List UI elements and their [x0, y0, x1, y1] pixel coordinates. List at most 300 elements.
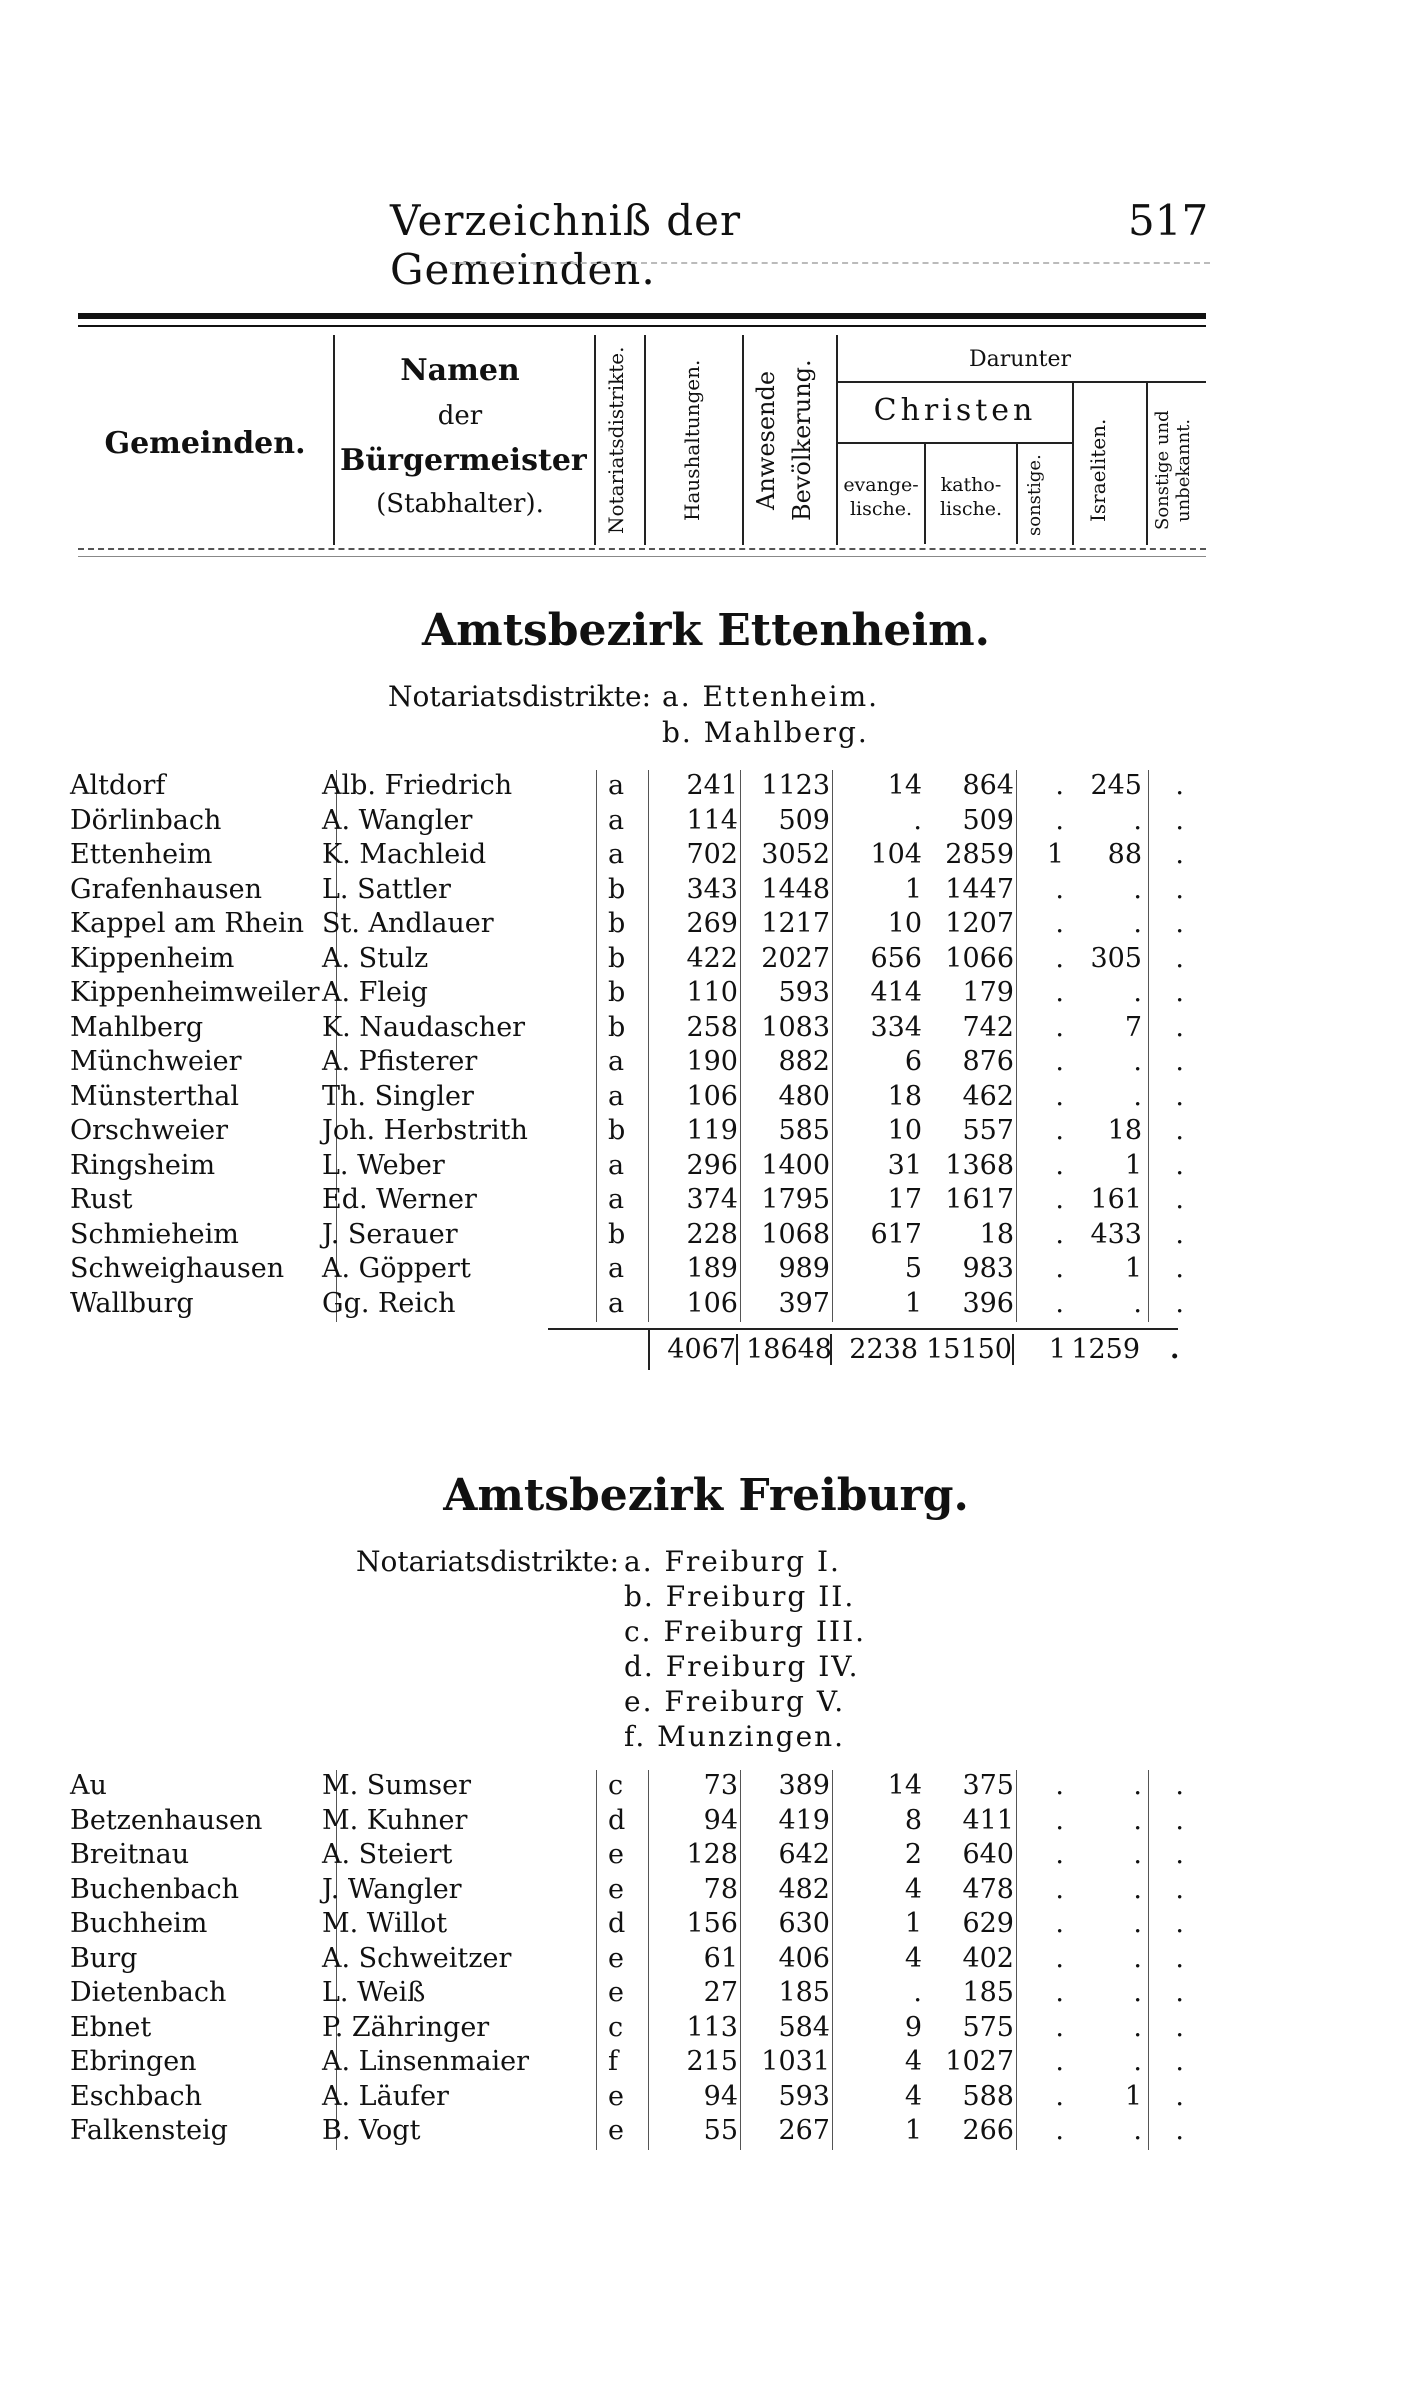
haushaltungen: 128 [686, 1839, 738, 1870]
notary-district: b [608, 1115, 626, 1146]
col-bevoelkerung-2: Bevölkerung. [788, 359, 816, 521]
table-top-rule-thin [78, 325, 1206, 327]
table-row [0, 874, 1412, 908]
col-israeliten: Israeliten. [1086, 418, 1110, 522]
katholische: 629 [962, 1908, 1014, 1939]
israeliten: . [1133, 1287, 1142, 1319]
col-darunter: Darunter [969, 347, 1071, 372]
sonstige-unbekannt: . [1175, 1080, 1184, 1112]
mayor-name: Joh. Herbstrith [322, 1115, 528, 1146]
israeliten: 18 [1107, 1115, 1142, 1146]
katholische: 1447 [945, 873, 1014, 905]
sonstige: . [1055, 1770, 1064, 1801]
israeliten: . [1133, 2115, 1142, 2146]
notary-district: b [608, 942, 626, 974]
col-names-1: Namen [400, 353, 520, 388]
evangelische: . [913, 804, 922, 836]
notary-district: a [608, 839, 625, 870]
col-katholische: katho-lische. [939, 474, 1003, 520]
col-sonstige-unbekannt: Sonstige und unbekannt. [1152, 410, 1194, 530]
evangelische: 14 [887, 1770, 922, 1801]
bevoelkerung: 1068 [761, 1218, 830, 1250]
notary-item: a. Freiburg I. [624, 1545, 841, 1578]
sonstige-unbekannt: . [1175, 1287, 1184, 1319]
mayor-name: A. Schweitzer [322, 1942, 512, 1974]
israeliten: 88 [1107, 839, 1142, 870]
bevoelkerung: 267 [778, 2115, 830, 2146]
bevoelkerung: 584 [778, 2011, 830, 2043]
katholische: 1207 [945, 908, 1014, 939]
bevoelkerung: 406 [778, 1942, 830, 1974]
evangelische: 1 [904, 1287, 922, 1319]
sonstige-unbekannt: . [1175, 1046, 1184, 1077]
mayor-name: M. Kuhner [322, 1804, 468, 1836]
col-names-3: Bürgermeister [340, 443, 587, 478]
gemeinde-name: Kippenheim [70, 942, 235, 974]
evangelische: 8 [904, 1804, 922, 1836]
haushaltungen: 215 [686, 2046, 738, 2077]
notary-district: c [608, 2011, 624, 2043]
haushaltungen: 106 [686, 1080, 738, 1112]
israeliten: . [1133, 1977, 1142, 2008]
sonstige: . [1055, 1011, 1064, 1043]
table-row [0, 2012, 1412, 2046]
israeliten: . [1133, 2046, 1142, 2077]
evangelische: 14 [887, 770, 922, 801]
katholische: 478 [962, 1873, 1014, 1905]
gemeinde-name: Au [70, 1770, 107, 1801]
gemeinde-name: Breitnau [70, 1839, 190, 1870]
page-title: Verzeichniß der Gemeinden. [390, 196, 742, 294]
notary-district: a [608, 1253, 625, 1284]
sonstige: . [1055, 1977, 1064, 2008]
sonstige-unbekannt: . [1175, 1770, 1184, 1801]
katholische: 18 [979, 1218, 1014, 1250]
col-names-4: (Stabhalter). [376, 489, 544, 519]
israeliten: 433 [1090, 1218, 1142, 1250]
israeliten: . [1133, 1080, 1142, 1112]
notary-district: a [608, 1046, 625, 1077]
evangelische: 414 [870, 977, 922, 1008]
bevoelkerung: 642 [778, 1839, 830, 1870]
sonstige: . [1055, 804, 1064, 836]
bevoelkerung: 185 [778, 1977, 830, 2008]
mayor-name: L. Weber [322, 1149, 445, 1181]
sonstige: . [1055, 1046, 1064, 1077]
sonstige-unbekannt: . [1175, 873, 1184, 905]
evangelische: 334 [870, 1011, 922, 1043]
mayor-name: B. Vogt [322, 2115, 421, 2146]
notary-item: d. Freiburg IV. [624, 1650, 860, 1683]
sonstige: . [1055, 2011, 1064, 2043]
bevoelkerung: 1217 [761, 908, 830, 939]
haushaltungen: 78 [703, 1873, 738, 1905]
total-sonstige: 1 [1012, 1334, 1066, 1365]
haushaltungen: 258 [686, 1011, 738, 1043]
header-divider [450, 262, 1210, 264]
haushaltungen: 269 [686, 908, 738, 939]
evangelische: 4 [904, 1873, 922, 1905]
mayor-name: M. Willot [322, 1908, 448, 1939]
notary-district: e [608, 1873, 624, 1905]
table-row [0, 977, 1412, 1011]
total-sonstige-unbekannt: . [1170, 1334, 1180, 1365]
sonstige: . [1055, 1149, 1064, 1181]
evangelische: 2 [904, 1839, 922, 1870]
sonstige: . [1055, 1839, 1064, 1870]
sonstige-unbekannt: . [1175, 1873, 1184, 1905]
katholische: 557 [962, 1115, 1014, 1146]
katholische: 876 [962, 1046, 1014, 1077]
sonstige: . [1055, 1253, 1064, 1284]
sonstige: . [1055, 1080, 1064, 1112]
katholische: 396 [962, 1287, 1014, 1319]
gemeinde-name: Ringsheim [70, 1149, 216, 1181]
total-katholische: 15150 [926, 1334, 1012, 1365]
notary-district: a [608, 1080, 625, 1112]
gemeinde-name: Münchweier [70, 1046, 242, 1077]
sonstige-unbekannt: . [1175, 2115, 1184, 2146]
katholische: 1027 [945, 2046, 1014, 2077]
evangelische: 104 [870, 839, 922, 870]
gemeinde-name: Dörlinbach [70, 804, 222, 836]
notary-district: b [608, 908, 626, 939]
mayor-name: A. Fleig [322, 977, 428, 1008]
col-evangelische: evange-lische. [843, 474, 919, 520]
notary-district: d [608, 1804, 626, 1836]
katholische: 509 [962, 804, 1014, 836]
gemeinde-name: Schmieheim [70, 1218, 239, 1250]
evangelische: 4 [904, 2046, 922, 2077]
notary-district: b [608, 873, 626, 905]
notary-district: a [608, 804, 625, 836]
notary-label: Notariatsdistrikte: [356, 1545, 620, 1578]
table-row [0, 2081, 1412, 2115]
notary-district: c [608, 1770, 624, 1801]
gemeinde-name: Burg [70, 1942, 138, 1974]
sonstige-unbekannt: . [1175, 2080, 1184, 2112]
bevoelkerung: 397 [778, 1287, 830, 1319]
bevoelkerung: 593 [778, 977, 830, 1008]
sonstige: . [1055, 977, 1064, 1008]
table-row [0, 1874, 1412, 1908]
gemeinde-name: Ettenheim [70, 839, 213, 870]
sonstige-unbekannt: . [1175, 908, 1184, 939]
table-row [0, 805, 1412, 839]
katholische: 983 [962, 1253, 1014, 1284]
total-israeliten: 1259 [1071, 1334, 1140, 1365]
katholische: 1368 [945, 1149, 1014, 1181]
mayor-name: Alb. Friedrich [322, 770, 513, 801]
israeliten: . [1133, 908, 1142, 939]
gemeinde-name: Rust [70, 1184, 133, 1215]
evangelische: 4 [904, 2080, 922, 2112]
israeliten: 1 [1124, 1253, 1142, 1284]
israeliten: 305 [1090, 942, 1142, 974]
sonstige-unbekannt: . [1175, 1839, 1184, 1870]
gemeinde-name: Kippenheimweiler [70, 977, 320, 1008]
col-names-2: der [437, 401, 483, 431]
notary-district: b [608, 977, 626, 1008]
sonstige-unbekannt: . [1175, 2046, 1184, 2077]
bevoelkerung: 1448 [761, 873, 830, 905]
haushaltungen: 241 [686, 770, 738, 801]
sonstige: . [1055, 2046, 1064, 2077]
mayor-name: A. Pfisterer [322, 1046, 478, 1077]
gemeinde-name: Ebringen [70, 2046, 197, 2077]
israeliten: . [1133, 873, 1142, 905]
haushaltungen: 55 [703, 2115, 738, 2146]
katholische: 1617 [945, 1184, 1014, 1215]
notary-label: Notariatsdistrikte: [388, 680, 652, 713]
evangelische: 5 [904, 1253, 922, 1284]
section-title: Amtsbezirk Freiburg. [443, 1470, 969, 1521]
gemeinde-name: Dietenbach [70, 1977, 227, 2008]
haushaltungen: 114 [686, 804, 738, 836]
notary-district: e [608, 1839, 624, 1870]
haushaltungen: 106 [686, 1287, 738, 1319]
sonstige-unbekannt: . [1175, 977, 1184, 1008]
mayor-name: L. Sattler [322, 873, 451, 905]
katholische: 411 [962, 1804, 1014, 1836]
sonstige: . [1055, 2080, 1064, 2112]
sonstige-unbekannt: . [1175, 770, 1184, 801]
katholische: 588 [962, 2080, 1014, 2112]
table-row [0, 839, 1412, 873]
sonstige: . [1055, 1908, 1064, 1939]
israeliten: 1 [1124, 2080, 1142, 2112]
mayor-name: A. Linsenmaier [322, 2046, 530, 2077]
col-notariat: Notariatsdistrikte. [604, 346, 628, 534]
katholische: 266 [962, 2115, 1014, 2146]
header-bottom-rule [78, 548, 1206, 550]
table-row [0, 1253, 1412, 1287]
table-row [0, 1012, 1412, 1046]
haushaltungen: 189 [686, 1253, 738, 1284]
table-row [0, 1081, 1412, 1115]
gemeinde-name: Grafenhausen [70, 873, 263, 905]
mayor-name: M. Sumser [322, 1770, 472, 1801]
gemeinde-name: Orschweier [70, 1115, 229, 1146]
bevoelkerung: 1123 [761, 770, 830, 801]
haushaltungen: 374 [686, 1184, 738, 1215]
notary-district: a [608, 1287, 625, 1319]
table-row [0, 1150, 1412, 1184]
table-row [0, 1839, 1412, 1873]
evangelische: 617 [870, 1218, 922, 1250]
gemeinde-name: Mahlberg [70, 1011, 204, 1043]
table-row [0, 1288, 1412, 1322]
mayor-name: Gg. Reich [322, 1287, 456, 1319]
katholische: 575 [962, 2011, 1014, 2043]
bevoelkerung: 3052 [761, 839, 830, 870]
notary-district: d [608, 1908, 626, 1939]
mayor-name: K. Naudascher [322, 1011, 526, 1043]
katholische: 1066 [945, 942, 1014, 974]
haushaltungen: 343 [686, 873, 738, 905]
haushaltungen: 27 [703, 1977, 738, 2008]
katholische: 179 [962, 977, 1014, 1008]
col-gemeinden: Gemeinden. [104, 426, 306, 461]
haushaltungen: 94 [703, 1804, 738, 1836]
israeliten: . [1133, 2011, 1142, 2043]
katholische: 185 [962, 1977, 1014, 2008]
gemeinde-name: Wallburg [70, 1287, 194, 1319]
israeliten: . [1133, 1046, 1142, 1077]
gemeinde-name: Buchheim [70, 1908, 208, 1939]
sonstige: . [1055, 1287, 1064, 1319]
israeliten: . [1133, 1942, 1142, 1974]
sonstige: . [1055, 1873, 1064, 1905]
katholische: 375 [962, 1770, 1014, 1801]
sonstige-unbekannt: . [1175, 942, 1184, 974]
notary-district: e [608, 2115, 624, 2146]
evangelische: 656 [870, 942, 922, 974]
haushaltungen: 94 [703, 2080, 738, 2112]
haushaltungen: 156 [686, 1908, 738, 1939]
sonstige-unbekannt: . [1175, 804, 1184, 836]
haushaltungen: 296 [686, 1149, 738, 1181]
total-evangelische: 2238 [830, 1334, 918, 1365]
mayor-name: P. Zähringer [322, 2011, 490, 2043]
notary-district: b [608, 1011, 626, 1043]
table-row [0, 2046, 1412, 2080]
israeliten: . [1133, 804, 1142, 836]
mayor-name: Ed. Werner [322, 1184, 477, 1215]
sonstige: . [1055, 908, 1064, 939]
notary-item: b. Mahlberg. [662, 716, 869, 749]
evangelische: 1 [904, 873, 922, 905]
table-row [0, 1805, 1412, 1839]
sonstige-unbekannt: . [1175, 1977, 1184, 2008]
sonstige-unbekannt: . [1175, 1908, 1184, 1939]
bevoelkerung: 482 [778, 1873, 830, 1905]
evangelische: 31 [887, 1149, 922, 1181]
israeliten: 1 [1124, 1149, 1142, 1181]
notary-item: c. Freiburg III. [624, 1615, 867, 1648]
gemeinde-name: Falkensteig [70, 2115, 228, 2146]
katholische: 742 [962, 1011, 1014, 1043]
sonstige-unbekannt: . [1175, 1115, 1184, 1146]
haushaltungen: 73 [703, 1770, 738, 1801]
mayor-name: K. Machleid [322, 839, 487, 870]
haushaltungen: 228 [686, 1218, 738, 1250]
evangelische: 1 [904, 1908, 922, 1939]
header-bottom-rule-2 [78, 556, 1206, 557]
haushaltungen: 110 [686, 977, 738, 1008]
col-sonstige: sonstige. [1024, 454, 1045, 536]
bevoelkerung: 509 [778, 804, 830, 836]
mayor-name: A. Göppert [322, 1253, 471, 1284]
col-haushaltungen: Haushaltungen. [680, 359, 704, 521]
bevoelkerung: 1083 [761, 1011, 830, 1043]
notary-item: b. Freiburg II. [624, 1580, 856, 1613]
notary-district: a [608, 1149, 625, 1181]
sonstige-unbekannt: . [1175, 1184, 1184, 1215]
table-row [0, 1770, 1412, 1804]
israeliten: . [1133, 1804, 1142, 1836]
sonstige: . [1055, 2115, 1064, 2146]
table-row [0, 1046, 1412, 1080]
notary-district: a [608, 770, 625, 801]
table-row [0, 1115, 1412, 1149]
evangelische: 4 [904, 1942, 922, 1974]
mayor-name: L. Weiß [322, 1977, 426, 2008]
table-row [0, 1908, 1412, 1942]
mayor-name: J. Wangler [322, 1873, 462, 1905]
sonstige: 1 [1046, 839, 1064, 870]
table-row [0, 1184, 1412, 1218]
haushaltungen: 119 [686, 1115, 738, 1146]
evangelische: 10 [887, 908, 922, 939]
evangelische: 1 [904, 2115, 922, 2146]
mayor-name: A. Läufer [322, 2080, 449, 2112]
sonstige-unbekannt: . [1175, 1253, 1184, 1284]
mayor-name: J. Serauer [322, 1218, 458, 1250]
katholische: 462 [962, 1080, 1014, 1112]
bevoelkerung: 882 [778, 1046, 830, 1077]
evangelische: . [913, 1977, 922, 2008]
notary-district: e [608, 1942, 624, 1974]
sonstige-unbekannt: . [1175, 1942, 1184, 1974]
evangelische: 6 [904, 1046, 922, 1077]
mayor-name: A. Wangler [322, 804, 473, 836]
sonstige: . [1055, 1942, 1064, 1974]
bevoelkerung: 389 [778, 1770, 830, 1801]
bevoelkerung: 630 [778, 1908, 830, 1939]
notary-item: e. Freiburg V. [624, 1685, 846, 1718]
haushaltungen: 702 [686, 839, 738, 870]
table-top-rule [78, 313, 1206, 319]
total-bevoelkerung: 18648 [736, 1334, 832, 1365]
gemeinde-name: Altdorf [70, 770, 166, 801]
sonstige-unbekannt: . [1175, 1011, 1184, 1043]
haushaltungen: 61 [703, 1942, 738, 1974]
bevoelkerung: 989 [778, 1253, 830, 1284]
notary-item: f. Munzingen. [624, 1720, 846, 1753]
sonstige: . [1055, 1184, 1064, 1215]
sonstige-unbekannt: . [1175, 2011, 1184, 2043]
bevoelkerung: 1400 [761, 1149, 830, 1181]
gemeinde-name: Kappel am Rhein [70, 908, 305, 939]
sonstige: . [1055, 1804, 1064, 1836]
israeliten: . [1133, 1873, 1142, 1905]
bevoelkerung: 480 [778, 1080, 830, 1112]
col-bevoelkerung-1: Anwesende [752, 370, 780, 510]
israeliten: . [1133, 977, 1142, 1008]
notary-item: a. Ettenheim. [662, 680, 880, 713]
sonstige: . [1055, 942, 1064, 974]
gemeinde-name: Schweighausen [70, 1253, 285, 1284]
bevoelkerung: 419 [778, 1804, 830, 1836]
total-haushaltungen: 4067 [667, 1334, 736, 1365]
table-row [0, 943, 1412, 977]
evangelische: 10 [887, 1115, 922, 1146]
notary-district: f [608, 2046, 618, 2077]
table-row [0, 1943, 1412, 1977]
gemeinde-name: Buchenbach [70, 1873, 240, 1905]
haushaltungen: 113 [686, 2011, 738, 2043]
katholische: 640 [962, 1839, 1014, 1870]
evangelische: 18 [887, 1080, 922, 1112]
notary-district: a [608, 1184, 625, 1215]
haushaltungen: 190 [686, 1046, 738, 1077]
bevoelkerung: 1795 [761, 1184, 830, 1215]
table-row [0, 1977, 1412, 2011]
sonstige: . [1055, 1218, 1064, 1250]
israeliten: . [1133, 1770, 1142, 1801]
bevoelkerung: 585 [778, 1115, 830, 1146]
